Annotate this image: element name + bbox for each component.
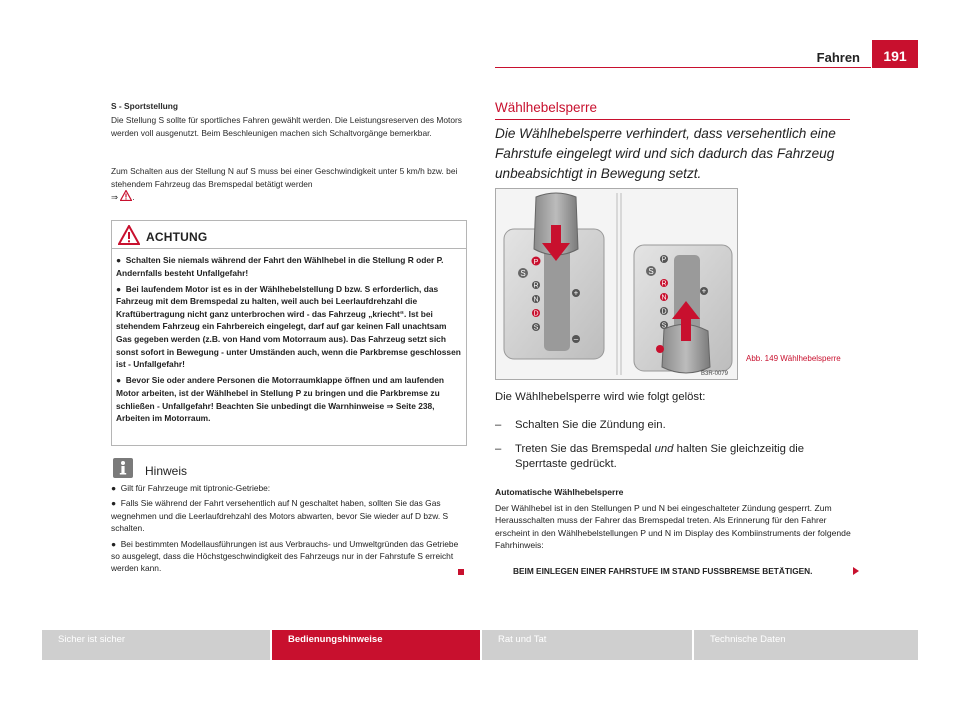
selector-plate-right [634, 245, 732, 373]
selector-lever-figure [495, 188, 738, 380]
section-intro: Die Wählhebelsperre verhindert, dass versehentlich eine Fahrstufe eingelegt wird und sich dadurch das Fahrzeug unbeabsichtigt in Bewegung setzt. [495, 126, 836, 181]
gear-letter: S [661, 322, 667, 330]
section-rule [495, 119, 850, 120]
auto-lock-heading: Automatische Wählhebelsperre [495, 487, 624, 497]
gear-letter: N [661, 294, 667, 302]
hint-item: ● Gilt für Fahrzeuge mit tiptronic-Getriebe: [111, 483, 271, 493]
page-number: 191 [872, 40, 918, 68]
release-intro: Die Wählhebelsperre wird wie folgt gelöst: [495, 391, 706, 403]
gear-letter: P [533, 259, 539, 266]
sport-mode-mark: S [520, 269, 526, 278]
sport-mode-mark: S [648, 267, 654, 276]
plus-mark: + [573, 288, 579, 298]
shift-text: Zum Schalten aus der Stellung N auf S muss bei einer Geschwindigkeit unter 5 km/h bzw. bei stehendem Fahrzeug das Bremspedal betätigt werden [111, 166, 458, 189]
section-title: Wählhebelsperre [495, 100, 598, 115]
gear-letter: P [661, 256, 667, 264]
shift-reference-arrow[interactable]: ⇒ [111, 192, 119, 202]
plus-mark: + [701, 286, 707, 296]
warning-triangle-icon [118, 225, 140, 245]
continue-arrow-icon [853, 567, 859, 575]
gear-letter: R [533, 282, 539, 290]
warning-item: ● Schalten Sie niemals während der Fahrt den Wählhebel in die Stellung R oder P. Andernfalls besteht Unfallgefahr! [116, 255, 444, 278]
warning-title: ACHTUNG [146, 230, 208, 244]
footer-tab-technische-daten[interactable]: Technische Daten [694, 630, 918, 660]
gear-letter: D [661, 308, 667, 316]
gear-letter: S [533, 324, 539, 332]
footer-tab-sicher[interactable]: Sicher ist sicher [42, 630, 270, 660]
figure-caption: Abb. 149 Wählhebelsperre [746, 354, 841, 363]
minus-mark: – [573, 334, 579, 344]
info-icon [113, 458, 133, 478]
gear-letter: N [533, 296, 539, 304]
hint-title: Hinweis [145, 464, 188, 478]
sport-heading: S - Sportstellung [111, 101, 178, 111]
sport-paragraph: Die Stellung S sollte für sportliches Fahren gewählt werden. Die Leistungsreserven des Motors werden voll ausgenutzt. Beim Beschleunigen machen sich Schaltvorgänge bemerkbar. [111, 115, 462, 138]
warning-item: ● Bevor Sie oder andere Personen die Motorraumklappe öffnen und am laufenden Motor arbeiten, ist der Wählhebel in Stellung P zu bringen und die Parkbremse zu schließen - Unfallgefahr! Beachten Sie unbedingt die Warnhinweise ⇒ Seite 238, Arbeiten im Motorraum. [116, 375, 445, 424]
warning-triangle-icon [120, 190, 132, 201]
warning-item: ● Bei laufendem Motor ist es in der Wählhebelstellung D bzw. S erforderlich, das Fahrzeug mit dem Bremspedal zu halten, weil auch bei Leerlaufdrehzahl die Kraftübertragung nicht ganz unterbrochen wird - das Fahrzeug „kriecht“. Ist bei stehendem Fahrzeug ein Fahrbereich eingelegt, darf auf gar keinen Fall unachtsam Gas gegeben werden (z.B. von Hand vom Motorraum aus). Das Fahrzeug setzt sich sonst sofort in Bewegung - unter Umständen auch, wenn die Parkbremse geschlossen ist - Unfallgefahr! [116, 283, 461, 370]
warning-list [116, 254, 463, 428]
gear-letter: D [533, 310, 539, 318]
gear-letter: R [661, 280, 667, 288]
display-message: BEIM EINLEGEN EINER FAHRSTUFE IM STAND FUSSBREMSE BETÄTIGEN. [513, 566, 813, 576]
shift-paragraph: Zum Schalten aus der Stellung N auf S muss bei einer Geschwindigkeit unter 5 km/h bzw. bei stehendem Fahrzeug das Bremspedal betätigt werden ⇒ . [111, 166, 458, 202]
footer-tab-rat-und-tat[interactable]: Rat und Tat [482, 630, 692, 660]
hint-item: ● Falls Sie während der Fahrt versehentlich auf N geschaltet haben, sollten Sie das Gas wegnehmen und die Leerlaufdrehzahl des Motors abwarten, bevor Sie wieder auf D bzw. S schalten. [111, 498, 449, 534]
running-header-title: Fahren [816, 50, 860, 65]
hint-item: ● Bei bestimmten Modellausführungen ist aus Verbrauchs- und Umweltgründen das Getriebe so ausgelegt, dass die Höchstgeschwindigkeit des Fahrzeugs nur in der Fahrstufe S erreicht werden kann. [111, 538, 459, 574]
footer-tab-bedienungshinweise[interactable]: Bedienungshinweise [272, 630, 480, 660]
figure-code: B3R-0079 [701, 371, 729, 377]
auto-lock-paragraph: Der Wählhebel ist in den Stellungen P und N bei eingeschalteter Zündung gesperrt. Zum Herausschalten muss der Fahrer das Bremspedal treten. Als Erinnerung für den Fahrer erscheint in den Wählhebelstellungen P und N im Display des Kombiinstruments der folgende Fahrhinweis: [495, 503, 851, 550]
hint-list [111, 482, 467, 578]
section-end-marker [458, 569, 464, 575]
header-rule [495, 67, 871, 68]
